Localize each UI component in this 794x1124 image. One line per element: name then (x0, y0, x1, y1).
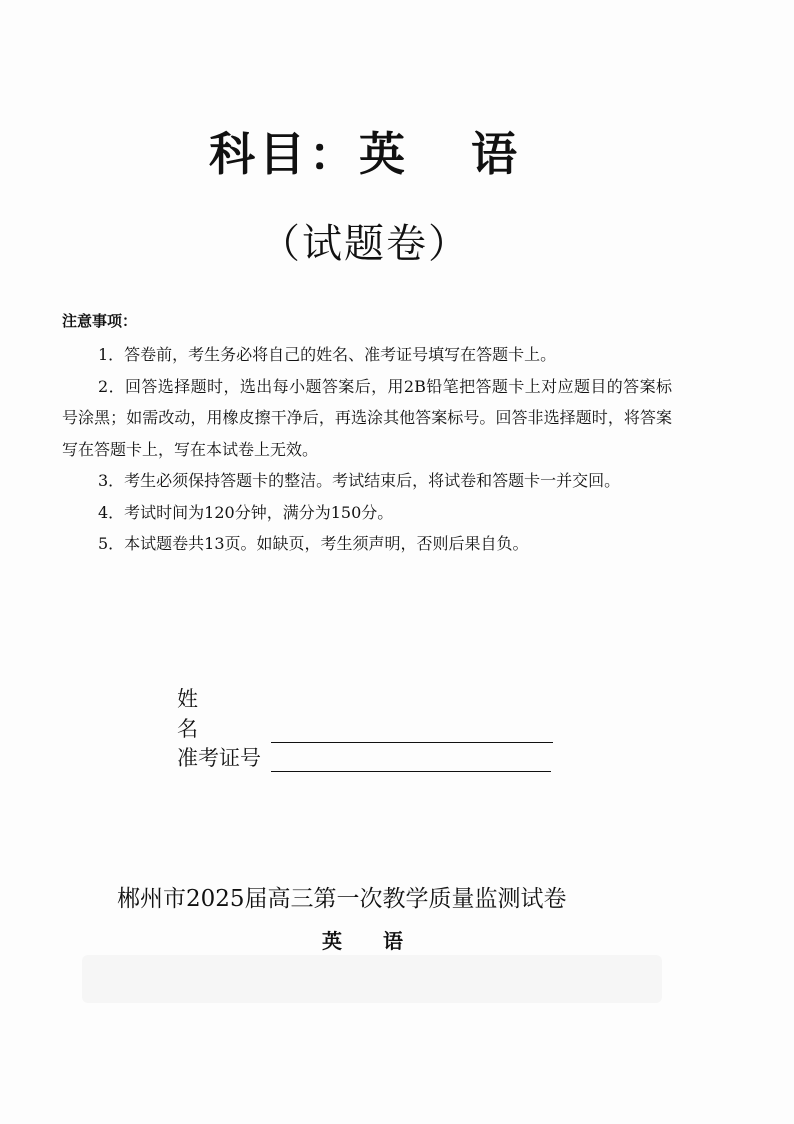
subject-title-prefix: 科目：英 (209, 127, 409, 181)
name-field-row (177, 683, 553, 743)
name-field-line[interactable] (271, 718, 553, 743)
exam-subject (322, 925, 404, 954)
admission-number-line[interactable] (271, 747, 551, 772)
paper-type-label: （试题卷） (260, 221, 470, 267)
admission-number-field-row (177, 742, 551, 772)
scan-shadow-band (82, 955, 662, 1003)
subject-title (0, 118, 730, 184)
notice-item: 4．考试时间为120分钟，满分为150分。 (98, 502, 394, 522)
notice-item: 3．考生必须保持答题卡的整洁。考试结束后，将试卷和答题卡一并交回。 (98, 471, 621, 490)
exam-title: 郴州市2025届高三第一次教学质量监测试卷 (117, 886, 567, 912)
notice-list (62, 339, 672, 560)
notice-item: 2．回答选择题时，选出每小题答案后，用2B铅笔把答题卡上对应题目的答案标号涂黑；如需改动，用橡皮擦干净后，再选涂其他答案标号。回答非选择题时，将答案写在答题卡上，写在本试卷上无效。 (62, 376, 672, 459)
notice-heading: 注意事项： (62, 312, 138, 330)
admission-number-label: 准考证号 (177, 746, 261, 770)
exam-subject-first-char: 英 (322, 929, 343, 953)
notice-item: 5．本试题卷共13页。如缺页，考生须声明，否则后果自负。 (98, 534, 529, 553)
subject-title-suffix: 语 (471, 127, 521, 181)
exam-subject-second-char: 语 (383, 929, 404, 953)
name-field-label: 姓名 (177, 687, 234, 741)
notice-item: 1．答卷前，考生务必将自己的姓名、准考证号填写在答题卡上。 (98, 345, 557, 364)
